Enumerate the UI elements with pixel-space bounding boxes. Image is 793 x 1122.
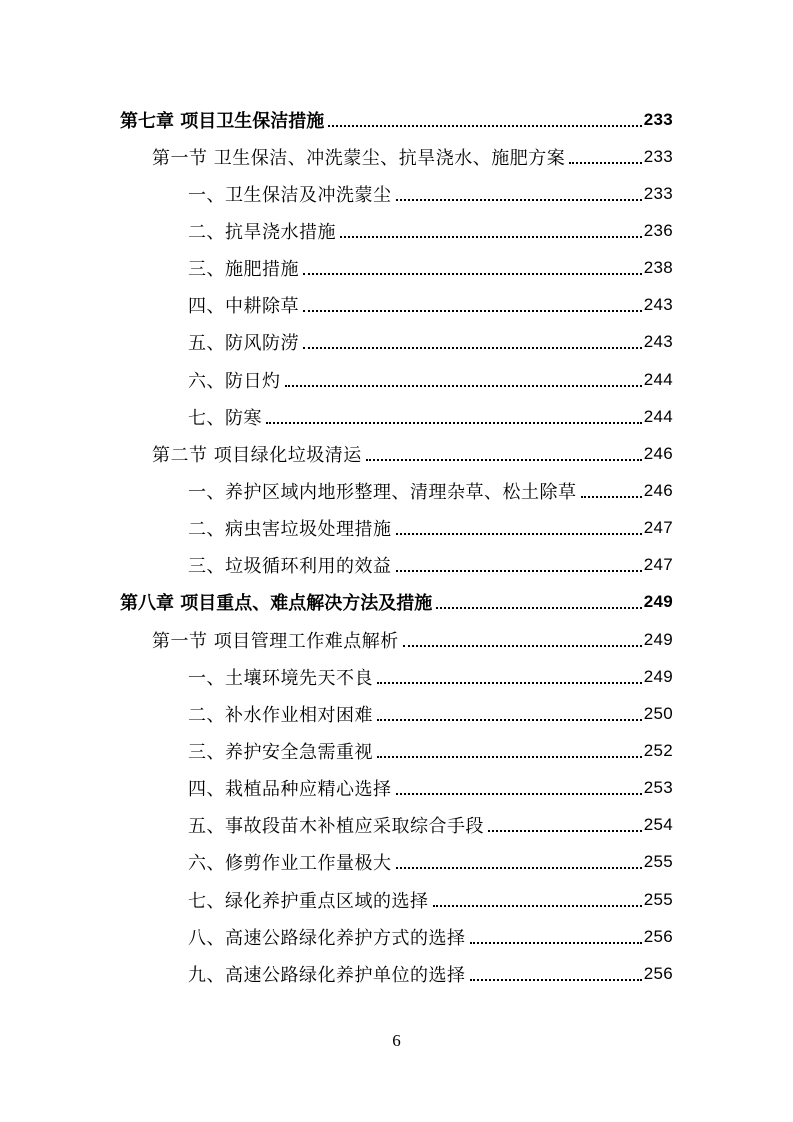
- toc-entry-title: 一、土壤环境先天不良: [188, 664, 375, 690]
- toc-item-entry[interactable]: [0, 844, 793, 881]
- toc-entry-page: 247: [643, 518, 673, 538]
- toc-item-entry[interactable]: [0, 175, 793, 212]
- toc-dot-leader: [328, 125, 641, 127]
- toc-dot-leader: [470, 979, 642, 981]
- toc-entry-title: 七、防寒: [188, 404, 264, 430]
- toc-section-entry[interactable]: [0, 621, 793, 658]
- toc-entry-title: 五、防风防涝: [188, 329, 301, 355]
- toc-entry-page: 233: [643, 109, 673, 129]
- toc-entry-title: 九、高速公路绿化养护单位的选择: [188, 961, 468, 987]
- toc-item-entry[interactable]: [0, 695, 793, 732]
- toc-entry-page: 246: [643, 480, 673, 500]
- toc-dot-leader: [396, 533, 642, 535]
- toc-entry-page: 249: [643, 592, 673, 612]
- toc-item-entry[interactable]: [0, 547, 793, 584]
- toc-entry-title: 七、绿化养护重点区域的选择: [188, 887, 431, 913]
- toc-dot-leader: [340, 236, 642, 238]
- toc-entry-page: 256: [643, 926, 673, 946]
- toc-entry-page: 244: [643, 406, 673, 426]
- toc-entry-page: 253: [643, 778, 673, 798]
- toc-entry-title: 三、养护安全急需重视: [188, 738, 375, 764]
- toc-chapter-entry[interactable]: [0, 584, 793, 621]
- toc-entry-title: 一、卫生保洁及冲洗蒙尘: [188, 181, 394, 207]
- toc-dot-leader: [436, 607, 641, 609]
- toc-item-entry[interactable]: [0, 212, 793, 249]
- toc-entry-page: 244: [643, 369, 673, 389]
- toc-dot-leader: [396, 570, 642, 572]
- toc-dot-leader: [433, 905, 642, 907]
- table-of-contents: [0, 101, 793, 992]
- toc-dot-leader: [285, 385, 642, 387]
- toc-entry-title: 第一节 项目管理工作难点解析: [152, 627, 401, 653]
- toc-dot-leader: [396, 199, 642, 201]
- toc-dot-leader: [266, 422, 642, 424]
- toc-dot-leader: [377, 682, 642, 684]
- toc-dot-leader: [303, 273, 642, 275]
- toc-entry-title: 五、事故段苗木补植应采取综合手段: [188, 812, 486, 838]
- toc-entry-page: 233: [643, 183, 673, 203]
- toc-entry-page: 249: [643, 666, 673, 686]
- toc-entry-title: 六、修剪作业工作量极大: [188, 849, 394, 875]
- toc-entry-title: 第二节 项目绿化垃圾清运: [152, 441, 364, 467]
- toc-item-entry[interactable]: [0, 361, 793, 398]
- toc-entry-page: 252: [643, 740, 673, 760]
- toc-entry-page: 249: [643, 629, 673, 649]
- toc-dot-leader: [581, 496, 642, 498]
- toc-entry-page: 238: [643, 258, 673, 278]
- toc-item-entry[interactable]: [0, 807, 793, 844]
- toc-dot-leader: [403, 645, 642, 647]
- toc-entry-page: 246: [643, 443, 673, 463]
- toc-entry-title: 四、中耕除草: [188, 292, 301, 318]
- toc-entry-page: 255: [643, 889, 673, 909]
- toc-item-entry[interactable]: [0, 324, 793, 361]
- toc-dot-leader: [377, 756, 642, 758]
- toc-item-entry[interactable]: [0, 287, 793, 324]
- toc-entry-title: 八、高速公路绿化养护方式的选择: [188, 924, 468, 950]
- toc-item-entry[interactable]: [0, 472, 793, 509]
- toc-entry-title: 二、补水作业相对困难: [188, 701, 375, 727]
- toc-entry-page: 255: [643, 852, 673, 872]
- toc-item-entry[interactable]: [0, 658, 793, 695]
- toc-dot-leader: [396, 867, 642, 869]
- toc-entry-title: 一、养护区域内地形整理、清理杂草、松土除草: [188, 478, 579, 504]
- toc-item-entry[interactable]: [0, 510, 793, 547]
- toc-entry-page: 233: [643, 146, 673, 166]
- toc-entry-title: 二、抗旱浇水措施: [188, 218, 338, 244]
- toc-entry-title: 四、栽植品种应精心选择: [188, 775, 394, 801]
- toc-dot-leader: [303, 310, 642, 312]
- page-number: 6: [392, 1031, 401, 1050]
- toc-entry-title: 二、病虫害垃圾处理措施: [188, 515, 394, 541]
- toc-entry-title: 三、施肥措施: [188, 255, 301, 281]
- toc-section-entry[interactable]: [0, 138, 793, 175]
- toc-item-entry[interactable]: [0, 955, 793, 992]
- toc-entry-page: 243: [643, 332, 673, 352]
- toc-entry-page: 250: [643, 703, 673, 723]
- toc-chapter-entry[interactable]: [0, 101, 793, 138]
- toc-entry-page: 236: [643, 220, 673, 240]
- toc-item-entry[interactable]: [0, 732, 793, 769]
- toc-item-entry[interactable]: [0, 398, 793, 435]
- toc-item-entry[interactable]: [0, 770, 793, 807]
- toc-dot-leader: [396, 793, 642, 795]
- toc-entry-page: 254: [643, 815, 673, 835]
- toc-entry-page: 247: [643, 555, 673, 575]
- toc-dot-leader: [470, 942, 642, 944]
- toc-entry-page: 243: [643, 295, 673, 315]
- toc-entry-title: 六、防日灼: [188, 367, 283, 393]
- toc-dot-leader: [366, 459, 642, 461]
- toc-entry-title: 第七章 项目卫生保洁措施: [120, 107, 326, 133]
- toc-item-entry[interactable]: [0, 250, 793, 287]
- toc-dot-leader: [488, 830, 642, 832]
- toc-item-entry[interactable]: [0, 881, 793, 918]
- toc-entry-page: 256: [643, 963, 673, 983]
- toc-entry-title: 第八章 项目重点、难点解决方法及措施: [120, 589, 434, 615]
- toc-entry-title: 第一节 卫生保洁、冲洗蒙尘、抗旱浇水、施肥方案: [152, 144, 567, 170]
- toc-item-entry[interactable]: [0, 918, 793, 955]
- toc-dot-leader: [569, 162, 642, 164]
- toc-dot-leader: [303, 347, 642, 349]
- toc-entry-title: 三、垃圾循环利用的效益: [188, 552, 394, 578]
- toc-section-entry[interactable]: [0, 435, 793, 472]
- toc-dot-leader: [377, 719, 642, 721]
